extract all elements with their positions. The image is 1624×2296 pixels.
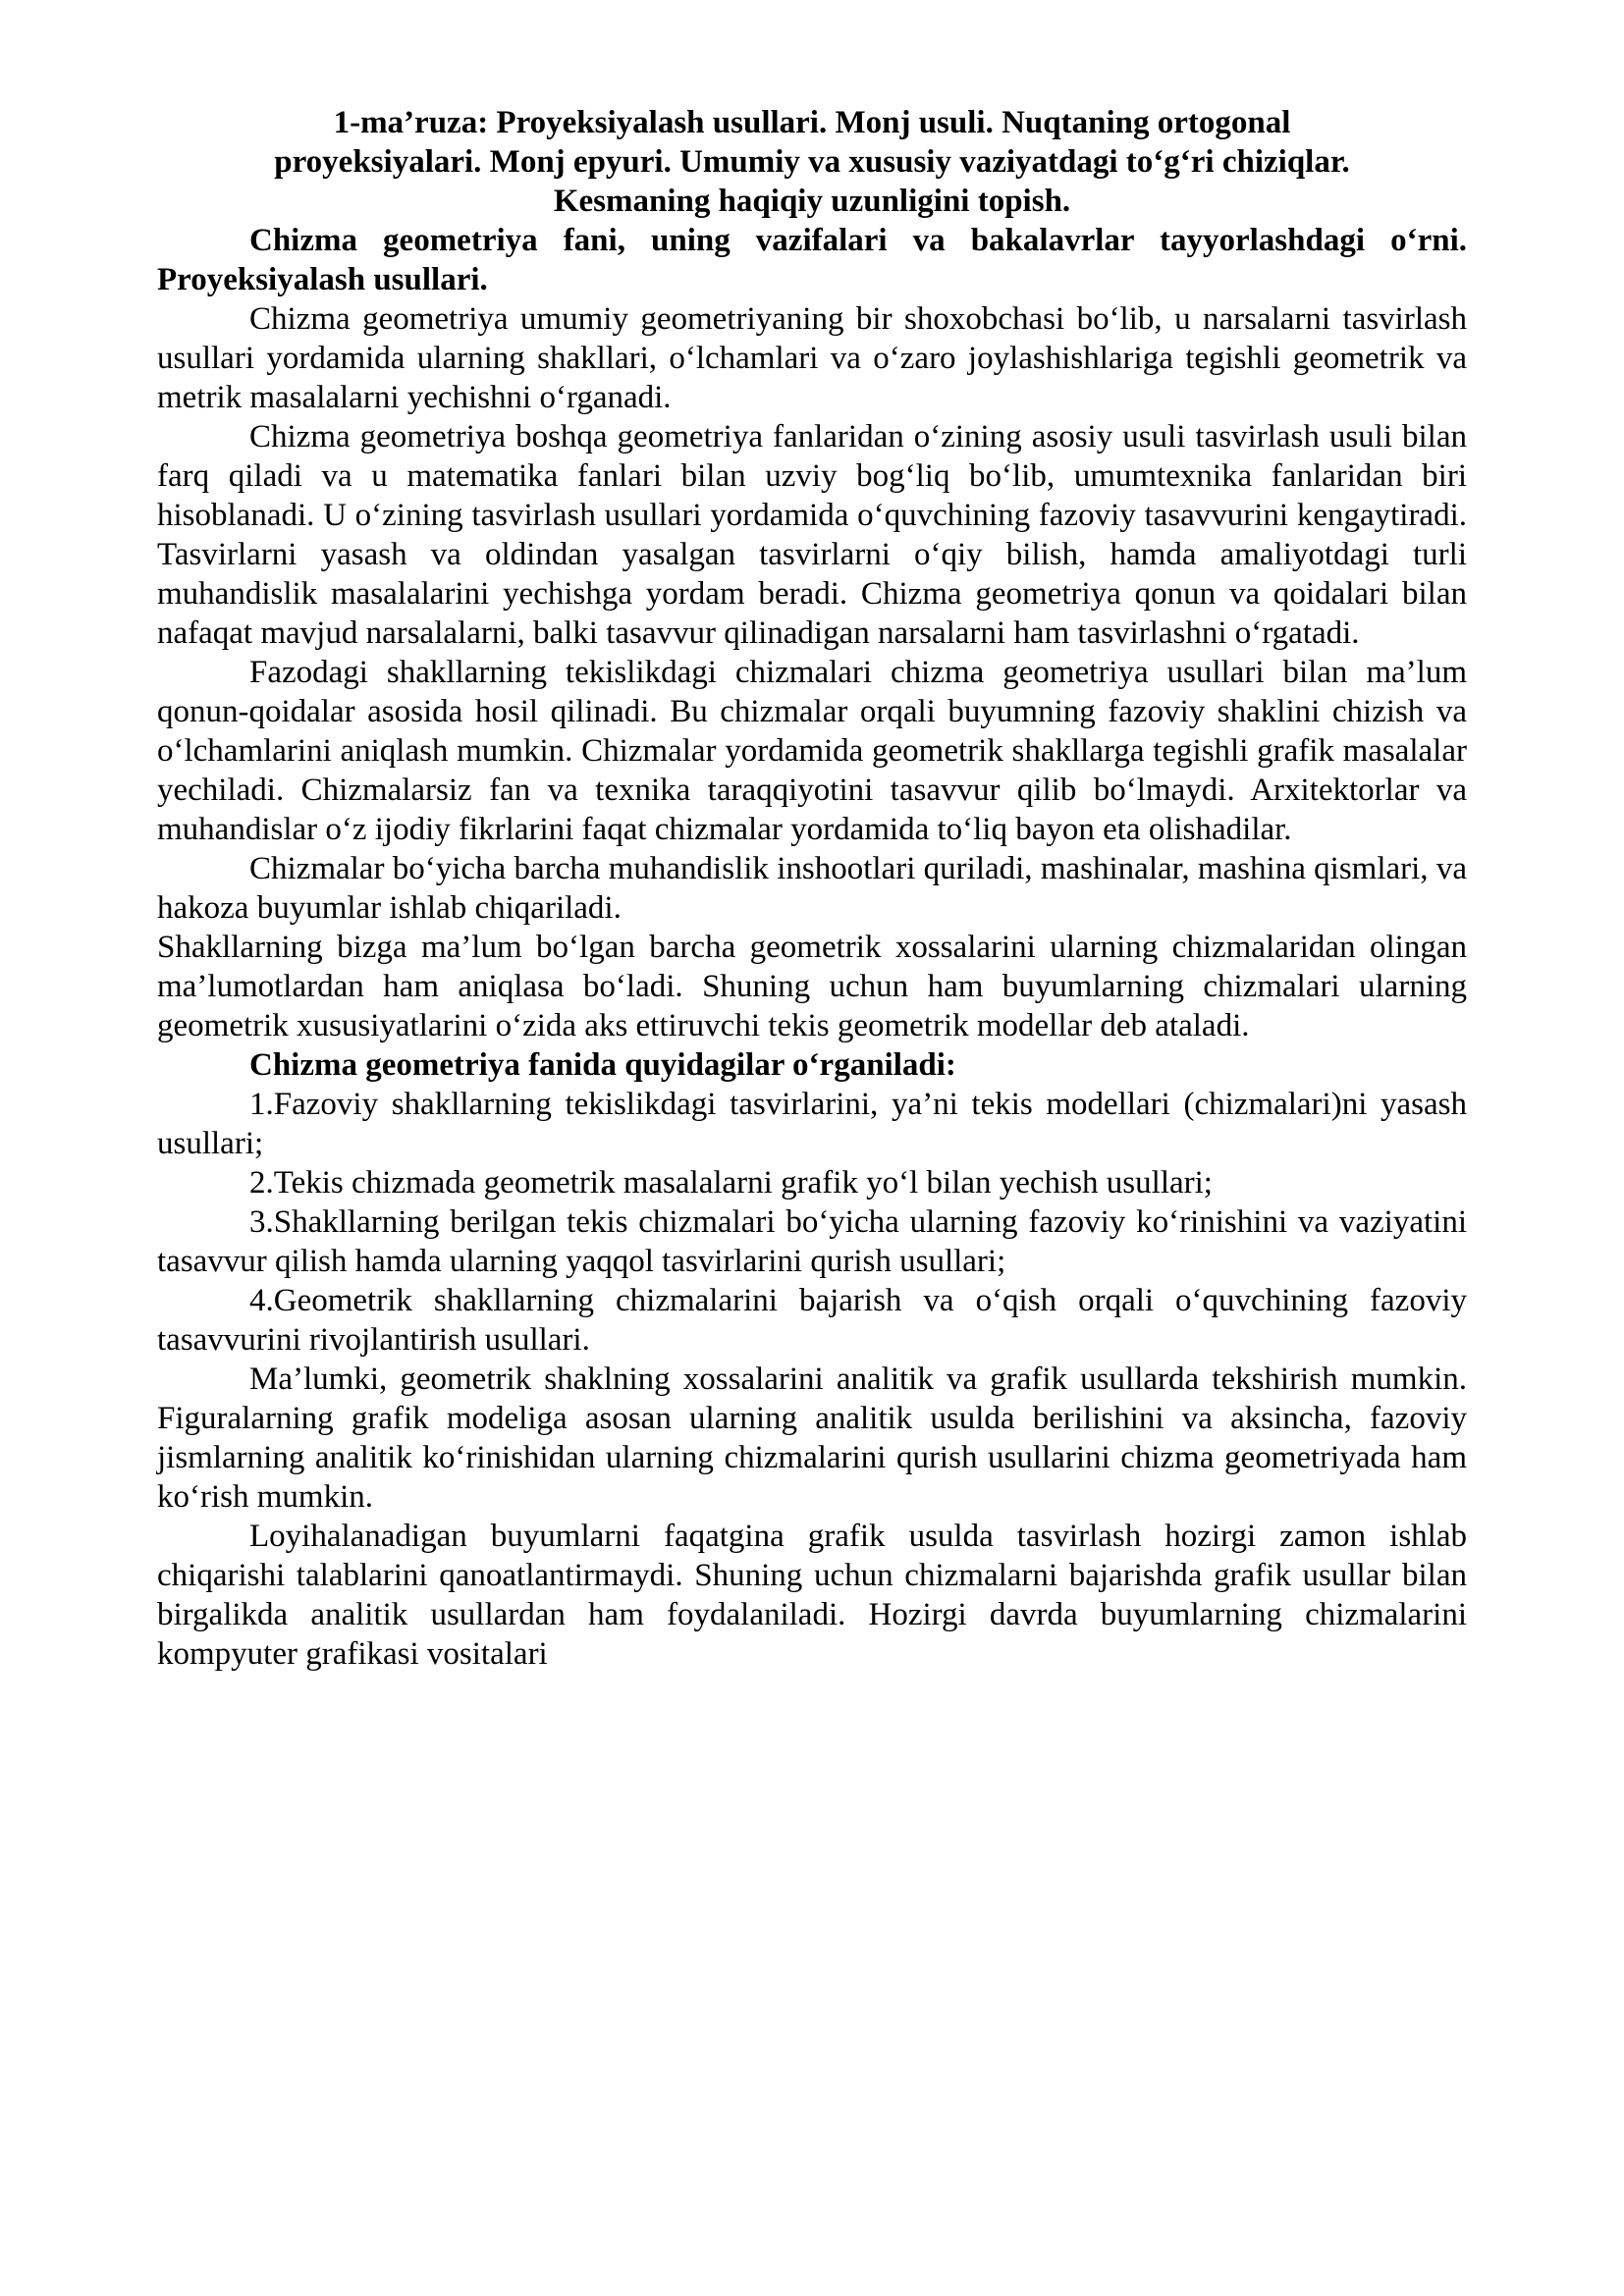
list-item-3: 3.Shakllarning berilgan tekis chizmalari boʻyicha ularning fazoviy koʻrinishini va vaziyatini tasavvur qilish hamda ularning yaqqol tasvirlarini qurish usullari; bbox=[157, 1204, 1467, 1279]
document-title-line-1: 1-ma’ruza: Proyeksiyalash usullari. Monj usuli. Nuqtaning ortogonal bbox=[333, 105, 1291, 140]
section-heading: Chizma geometriya fani, uning vazifalari va bakalavrlar tayyorlashdagi oʻrni. Proyeksiyalash usullari. bbox=[157, 223, 1467, 297]
body-paragraph-7: Loyihalanadigan buyumlarni faqatgina grafik usulda tasvirlash hozirgi zamon ishlab chiqarishi talablarini qanoatlantirmaydi. Shuning uchun chizmalarni bajarishda grafik usullar bilan birgalikda analitik usullardan ham foydalaniladi. Hozirgi davrda buyumlarning chizmalarini kompyuter grafikasi vositalari bbox=[157, 1519, 1467, 1672]
body-paragraph-4: Chizmalar boʻyicha barcha muhandislik inshootlari quriladi, mashinalar, mashina qismlari, va hakoza buyumlar ishlab chiqariladi. bbox=[157, 851, 1467, 926]
body-paragraph-1: Chizma geometriya umumiy geometriyaning bir shoxobchasi boʻlib, u narsalarni tasvirlash usullari yordamida ularning shakllari, oʻlchamlari va oʻzaro joylashishlariga tegishli geometrik va metrik masalalarni yechishni oʻrganadi. bbox=[157, 301, 1467, 415]
document-title-line-3: Kesmaning haqiqiy uzunligini topish. bbox=[553, 184, 1071, 219]
subsection-heading: Chizma geometriya fanida quyidagilar oʻrganiladi: bbox=[249, 1047, 956, 1083]
body-paragraph-3: Fazodagi shakllarning tekislikdagi chizmalari chizma geometriya usullari bilan ma’lum qonun-qoidalar asosida hosil qilinadi. Bu chizmalar orqali buyumning fazoviy shaklini chizish va oʻlchamlarini aniqlash mumkin. Chizmalar yordamida geometrik shakllarga tegishli grafik masalalar yechiladi. Chizmalarsiz fan va texnika taraqqiyotini tasavvur qilib boʻlmaydi. Arxitektorlar va muhandislar oʻz ijodiy fikrlarini faqat chizmalar yordamida toʻliq bayon eta olishadilar. bbox=[157, 655, 1467, 847]
list-item-2: 2.Tekis chizmada geometrik masalalarni grafik yoʻl bilan yechish usullari; bbox=[249, 1165, 1213, 1201]
document-title-line-2: proyeksiyalari. Monj epyuri. Umumiy va xususiy vaziyatdagi toʻgʻri chiziqlar. bbox=[274, 144, 1350, 180]
document-title bbox=[157, 103, 1467, 221]
body-paragraph-5: Shakllarning bizga ma’lum boʻlgan barcha geometrik xossalarini ularning chizmalaridan olingan ma’lumotlardan ham aniqlasa boʻladi. Shuning uchun ham buyumlarning chizmalari ularning geometrik xususiyatlarini oʻzida aks ettiruvchi tekis geometrik modellar deb ataladi. bbox=[157, 930, 1467, 1043]
list-item-4: 4.Geometrik shakllarning chizmalarini bajarish va oʻqish orqali oʻquvchining fazoviy tasavvurini rivojlantirish usullari. bbox=[157, 1283, 1467, 1358]
body-paragraph-6: Ma’lumki, geometrik shaklning xossalarini analitik va grafik usullarda tekshirish mumkin. Figuralarning grafik modeliga asosan ularning analitik usulda berilishini va aksincha, fazoviy jismlarning analitik koʻrinishidan ularning chizmalarini qurish usullarini chizma geometriyada ham koʻrish mumkin. bbox=[157, 1362, 1467, 1515]
body-paragraph-2: Chizma geometriya boshqa geometriya fanlaridan oʻzining asosiy usuli tasvirlash usuli bilan farq qiladi va u matematika fanlari bilan uzviy bogʻliq boʻlib, umumtexnika fanlaridan biri hisoblanadi. U oʻzining tasvirlash usullari yordamida oʻquvchining fazoviy tasavvurini kengaytiradi. Tasvirlarni yasash va oldindan yasalgan tasvirlarni oʻqiy bilish, hamda amaliyotdagi turli muhandislik masalalarini yechishga yordam beradi. Chizma geometriya qonun va qoidalari bilan nafaqat mavjud narsalalarni, balki tasavvur qilinadigan narsalarni ham tasvirlashni oʻrgatadi. bbox=[157, 419, 1467, 651]
list-item-1: 1.Fazoviy shakllarning tekislikdagi tasvirlarini, ya’ni tekis modellari (chizmalari)ni yasash usullari; bbox=[157, 1087, 1467, 1161]
